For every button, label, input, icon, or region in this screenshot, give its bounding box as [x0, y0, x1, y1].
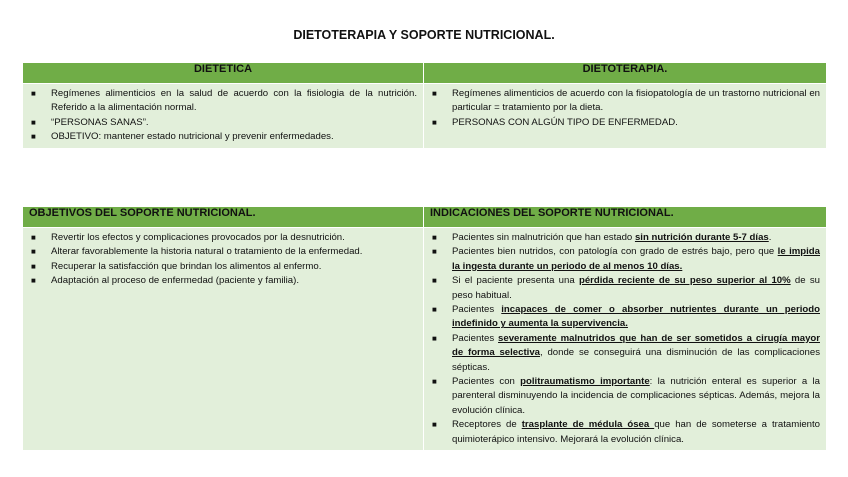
bullet-icon: ■ — [432, 305, 437, 315]
header-dietetica: DIETETICA — [23, 63, 424, 84]
bullet-icon: ■ — [432, 247, 437, 257]
dietetica-cell — [23, 84, 424, 149]
list-item: ■ Adaptación al proceso de enfermedad (paciente y familia). — [27, 274, 417, 288]
bullet-icon: ■ — [31, 276, 36, 286]
soporte-table — [22, 206, 827, 451]
list-item: ■ OBJETIVO: mantener estado nutricional y prevenir enfermedades. — [27, 130, 417, 144]
list-item: ■ PERSONAS CON ALGÚN TIPO DE ENFERMEDAD. — [428, 116, 820, 130]
dietetica-table — [22, 62, 827, 149]
list-item: ■ Pacientes con politraumatismo importante: la nutrición enteral es superior a la parenteral disminuyendo la incidencia de complicaciones sépticas. Además, mejora la evolución clínica. — [432, 376, 820, 416]
bullet-icon: ■ — [432, 89, 437, 98]
list-item: ■ “PERSONAS SANAS”. — [27, 116, 417, 130]
header-indicaciones: INDICACIONES DEL SOPORTE NUTRICIONAL. — [424, 207, 827, 228]
bullet-icon: ■ — [432, 377, 437, 387]
bullet-icon: ■ — [432, 117, 437, 127]
list-item: ■ Pacientes incapaces de comer o absorber nutrientes durante un periodo indefinido y aumenta la supervivencia. — [432, 304, 820, 330]
list-item: ■ Receptores de trasplante de médula ósea que han de someterse a tratamiento quimioterápico intensivo. Mejorará la evolución clínica. — [432, 419, 820, 445]
list-item: ■ Recuperar la satisfacción que brindan los alimentos al enfermo. — [27, 260, 417, 274]
bullet-icon: ■ — [31, 233, 36, 242]
bullet-icon: ■ — [432, 233, 437, 242]
list-item: ■ Si el paciente presenta una pérdida reciente de su peso superior al 10% de su peso habitual. — [432, 275, 820, 301]
list-item: ■ Pacientes sin malnutrición que han estado sin nutrición durante 5-7 días. — [428, 231, 820, 245]
bullet-icon: ■ — [432, 276, 437, 286]
bullet-icon: ■ — [31, 117, 36, 127]
header-objetivos: OBJETIVOS DEL SOPORTE NUTRICIONAL. — [23, 207, 424, 228]
header-dietoterapia: DIETOTERAPIA. — [424, 63, 827, 84]
list-item: ■ Alterar favorablemente la historia natural o tratamiento de la enfermedad. — [27, 245, 417, 259]
bullet-icon: ■ — [432, 333, 437, 343]
indicaciones-cell — [424, 228, 827, 451]
list-item: ■ Pacientes bien nutridos, con patología con grado de estrés bajo, pero que le impida la ingesta durante un periodo de al menos 10 días. — [432, 246, 820, 272]
list-item: ■ Revertir los efectos y complicaciones provocados por la desnutrición. — [27, 231, 417, 245]
bullet-icon: ■ — [31, 247, 36, 257]
page-title: DIETOTERAPIA Y SOPORTE NUTRICIONAL. — [293, 28, 555, 42]
list-item: ■ Pacientes severamente malnutridos que han de ser sometidos a cirugía mayor de forma selectiva, donde se conseguirá una disminución de las complicaciones sépticas. — [432, 332, 820, 373]
bullet-icon: ■ — [31, 261, 36, 271]
list-item: ■ Regímenes alimenticios de acuerdo con la fisiopatología de un trastorno nutricional en particular = tratamiento por la dieta. — [432, 88, 820, 114]
bullet-icon: ■ — [31, 132, 36, 142]
list-item: ■ Regímenes alimenticios en la salud de acuerdo con la fisiologia de la nutrición. Referido a la alimentación normal. — [31, 88, 417, 114]
objetivos-cell — [23, 228, 424, 451]
bullet-icon: ■ — [432, 420, 437, 430]
dietoterapia-cell — [424, 84, 827, 149]
bullet-icon: ■ — [31, 89, 36, 98]
